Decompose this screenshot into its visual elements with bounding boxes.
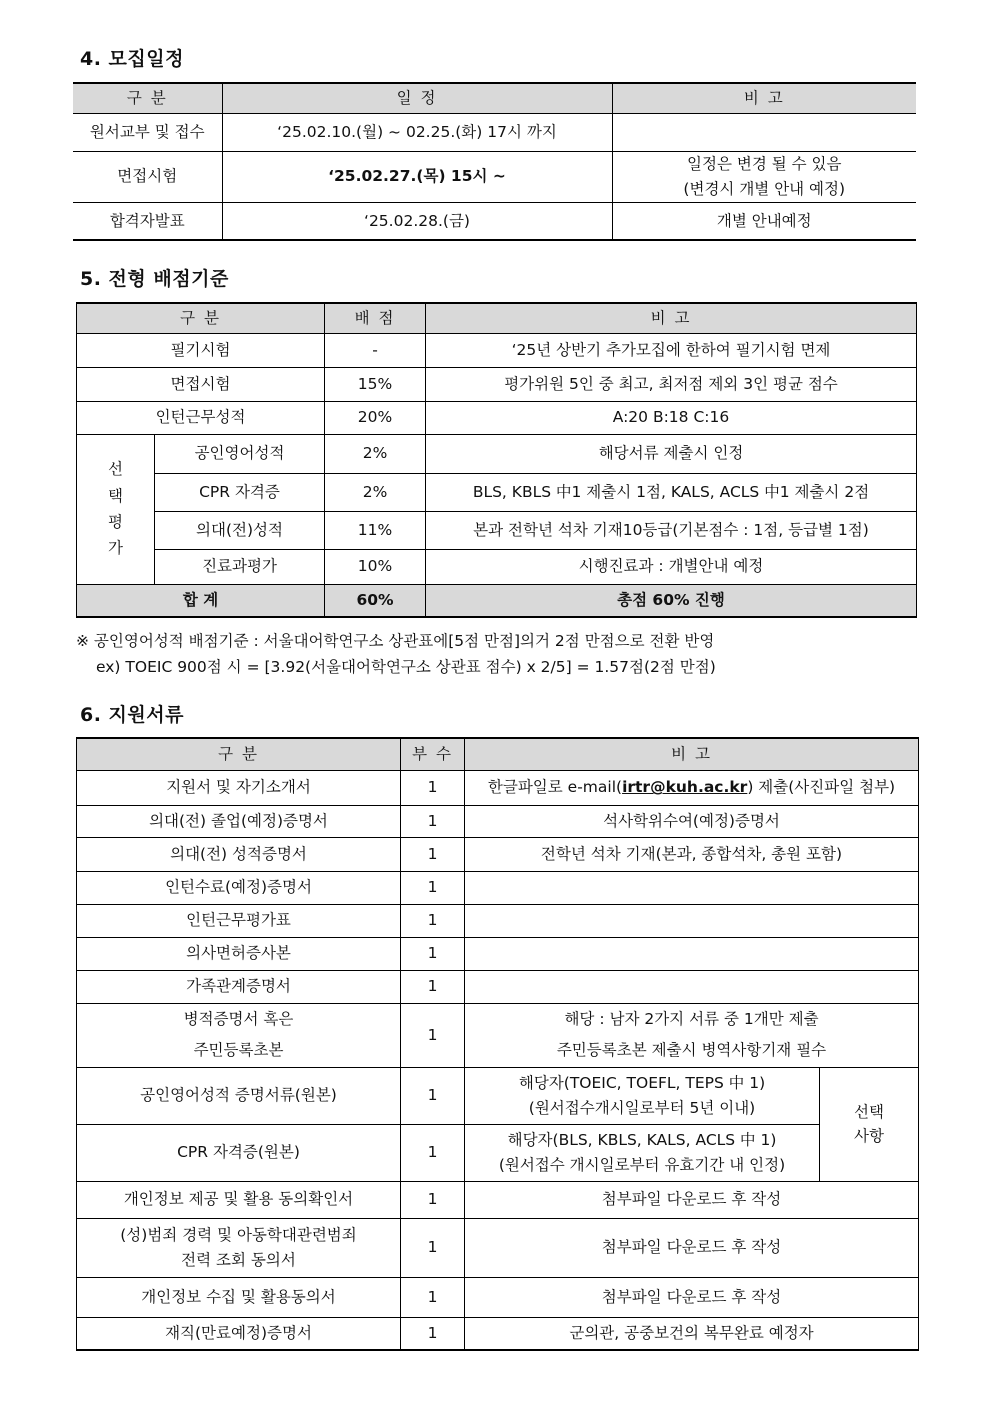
header-category: 구 분 [77, 738, 401, 770]
table-header-row [77, 738, 919, 770]
table-row [77, 1218, 919, 1277]
row-label: 개인정보 제공 및 활용 동의확인서 [77, 1181, 401, 1218]
table-row [77, 805, 919, 837]
header-remarks: 비 고 [612, 83, 916, 113]
row-note: 해당서류 제출시 인정 [426, 434, 917, 473]
row-count: 1 [401, 970, 465, 1003]
note-line: 해당자(TOEIC, TOEFL, TEPS 中 1) [518, 1074, 766, 1093]
table-row [77, 970, 919, 1003]
row-score: 11% [325, 511, 426, 549]
row-note: 첨부파일 다운로드 후 작성 [465, 1218, 919, 1277]
note-line: (원서접수 개시일로부터 유효기간 내 인정) [498, 1155, 786, 1174]
row-note [465, 904, 919, 937]
row-note: 평가위원 5인 중 최고, 최저점 제외 3인 평균 점수 [426, 367, 917, 401]
table-row [77, 871, 919, 904]
row-note [612, 151, 916, 202]
row-count: 1 [401, 1277, 465, 1317]
header-remarks: 비 고 [426, 303, 917, 333]
note-line: (변경시 개별 안내 예정) [683, 179, 846, 198]
row-score: 2% [325, 473, 426, 511]
table-row [77, 511, 917, 549]
vert-char: 선 [108, 460, 123, 479]
row-date: ‘25.02.10.(월) ~ 02.25.(화) 17시 까지 [222, 113, 612, 151]
label-line: (성)범죄 경력 및 아동학대관련범죄 [120, 1226, 357, 1245]
row-note: 첨부파일 다운로드 후 작성 [465, 1181, 919, 1218]
optional-label [820, 1067, 919, 1181]
row-note: BLS, KBLS 中1 제출시 1점, KALS, ACLS 中1 제출시 2점 [426, 473, 917, 511]
row-note: 시행진료과 : 개별안내 예정 [426, 549, 917, 584]
table-row [77, 1067, 919, 1124]
row-label: 의대(전) 성적증명서 [77, 837, 401, 871]
table-row [77, 401, 917, 434]
row-count: 1 [401, 1218, 465, 1277]
table-row [77, 904, 919, 937]
row-count: 1 [401, 1317, 465, 1350]
row-date: ‘25.02.28.(금) [222, 202, 612, 240]
total-row [77, 584, 917, 617]
row-label: 합격자발표 [73, 202, 222, 240]
row-note: 첨부파일 다운로드 후 작성 [465, 1277, 919, 1317]
row-label: 원서교부 및 접수 [73, 113, 222, 151]
table-row [77, 367, 917, 401]
row-label: 의사면허증사본 [77, 937, 401, 970]
row-count: 1 [401, 1003, 465, 1067]
scoring-table [76, 302, 917, 618]
header-schedule: 일 정 [222, 83, 612, 113]
header-score: 배 점 [325, 303, 426, 333]
total-note: 총점 60% 진행 [426, 584, 917, 617]
row-date: ‘25.02.27.(목) 15시 ~ [222, 151, 612, 202]
row-count: 1 [401, 770, 465, 805]
note-line: 일정은 변경 될 수 있음 [687, 155, 842, 174]
table-row [77, 1317, 919, 1350]
table-row [77, 549, 917, 584]
row-note: 군의관, 공중보건의 복무완료 예정자 [465, 1317, 919, 1350]
row-count: 1 [401, 1067, 465, 1124]
table-header-row [73, 83, 916, 113]
row-note [465, 1003, 919, 1067]
row-note [465, 937, 919, 970]
row-count: 1 [401, 805, 465, 837]
table-row [77, 1003, 919, 1067]
row-note [465, 871, 919, 904]
row-label: 인턴근무성적 [77, 401, 325, 434]
row-note [465, 970, 919, 1003]
table-row [73, 151, 916, 202]
row-count: 1 [401, 871, 465, 904]
row-note [612, 113, 916, 151]
table-row [77, 770, 919, 805]
row-label [77, 1003, 401, 1067]
table-row [77, 434, 917, 473]
row-label: 공인영어성적 증명서류(원본) [77, 1067, 401, 1124]
table-row [77, 1181, 919, 1218]
section-4-title: 4. 모집일정 [80, 48, 184, 70]
table-row [73, 202, 916, 240]
row-label: 필기시험 [77, 333, 325, 367]
row-label: 면접시험 [73, 151, 222, 202]
row-note: 본과 전학년 석차 기재10등급(기본점수 : 1점, 등급별 1점) [426, 511, 917, 549]
row-label: 인턴근무평가표 [77, 904, 401, 937]
row-note: 개별 안내예정 [612, 202, 916, 240]
table-row [77, 1277, 919, 1317]
label-line: 전력 조회 동의서 [181, 1250, 296, 1269]
header-count: 부 수 [401, 738, 465, 770]
row-score: 2% [325, 434, 426, 473]
label-line: 병적증명서 혹은 [183, 1010, 294, 1028]
vert-char: 평 [108, 513, 123, 531]
row-count: 1 [401, 904, 465, 937]
row-label: 가족관계증명서 [77, 970, 401, 1003]
header-category: 구 분 [73, 83, 222, 113]
row-label: 의대(전)성적 [155, 511, 325, 549]
row-label: 의대(전) 졸업(예정)증명서 [77, 805, 401, 837]
section-6-title: 6. 지원서류 [80, 704, 184, 726]
note-line: 해당자(BLS, KBLS, KALS, ACLS 中 1) [507, 1131, 777, 1150]
note-line: (원서접수개시일로부터 5년 이내) [528, 1098, 756, 1117]
section-5-title: 5. 전형 배점기준 [80, 268, 229, 290]
scoring-example: ex) TOEIC 900점 시 = [3.92(서울대어학연구소 상관표 점수) x 2/5] = 1.57점(2점 만점) [96, 658, 716, 676]
label-line: 선택 [854, 1102, 884, 1121]
row-score: - [325, 333, 426, 367]
total-score: 60% [325, 584, 426, 617]
row-note [465, 770, 919, 805]
schedule-table [73, 82, 916, 241]
label-line: 사항 [854, 1127, 884, 1145]
scoring-note: ※ 공인영어성적 배점기준 : 서울대어학연구소 상관표에[5점 만점]의거 2점 만점으로 전환 반영 [76, 632, 715, 650]
note-text: 한글파일로 e-mail( [487, 778, 623, 797]
row-label: 공인영어성적 [155, 434, 325, 473]
header-remarks: 비 고 [465, 738, 919, 770]
row-note: ‘25년 상반기 추가모집에 한하여 필기시험 면제 [426, 333, 917, 367]
row-label [77, 1218, 401, 1277]
row-count: 1 [401, 837, 465, 871]
note-line: 해당 : 남자 2가지 서류 중 1개만 제출 [564, 1010, 819, 1028]
row-score: 20% [325, 401, 426, 434]
table-row [73, 113, 916, 151]
row-label: 진료과평가 [155, 549, 325, 584]
total-label: 합 계 [77, 584, 325, 617]
row-label: CPR 자격증(원본) [77, 1124, 401, 1181]
row-score: 10% [325, 549, 426, 584]
row-note: 석사학위수여(예정)증명서 [465, 805, 919, 837]
table-header-row [77, 303, 917, 333]
row-score: 15% [325, 367, 426, 401]
row-note: A:20 B:18 C:16 [426, 401, 917, 434]
row-label: 개인정보 수집 및 활용동의서 [77, 1277, 401, 1317]
table-row [77, 1124, 919, 1181]
row-label: 인턴수료(예정)증명서 [77, 871, 401, 904]
note-line: 주민등록초본 제출시 병역사항기재 필수 [556, 1041, 827, 1059]
row-count: 1 [401, 1124, 465, 1181]
documents-table [76, 737, 919, 1351]
header-category: 구 분 [77, 303, 325, 333]
table-row [77, 333, 917, 367]
label-line: 주민등록초본 [193, 1041, 284, 1059]
note-text: ) 제출(사진파일 첨부) [747, 778, 896, 797]
row-count: 1 [401, 937, 465, 970]
vert-char: 가 [108, 539, 123, 558]
row-note: 전학년 석차 기재(본과, 종합석차, 총원 포함) [465, 837, 919, 871]
row-label: 재직(만료예정)증명서 [77, 1317, 401, 1350]
row-label: CPR 자격증 [155, 473, 325, 511]
selective-eval-label [77, 434, 155, 584]
table-row [77, 473, 917, 511]
vert-char: 택 [108, 486, 123, 505]
row-label: 면접시험 [77, 367, 325, 401]
email-link[interactable]: irtr@kuh.ac.kr [622, 778, 748, 797]
table-row [77, 837, 919, 871]
row-note [465, 1067, 820, 1124]
row-label: 지원서 및 자기소개서 [77, 770, 401, 805]
table-row [77, 937, 919, 970]
row-count: 1 [401, 1181, 465, 1218]
row-note [465, 1124, 820, 1181]
